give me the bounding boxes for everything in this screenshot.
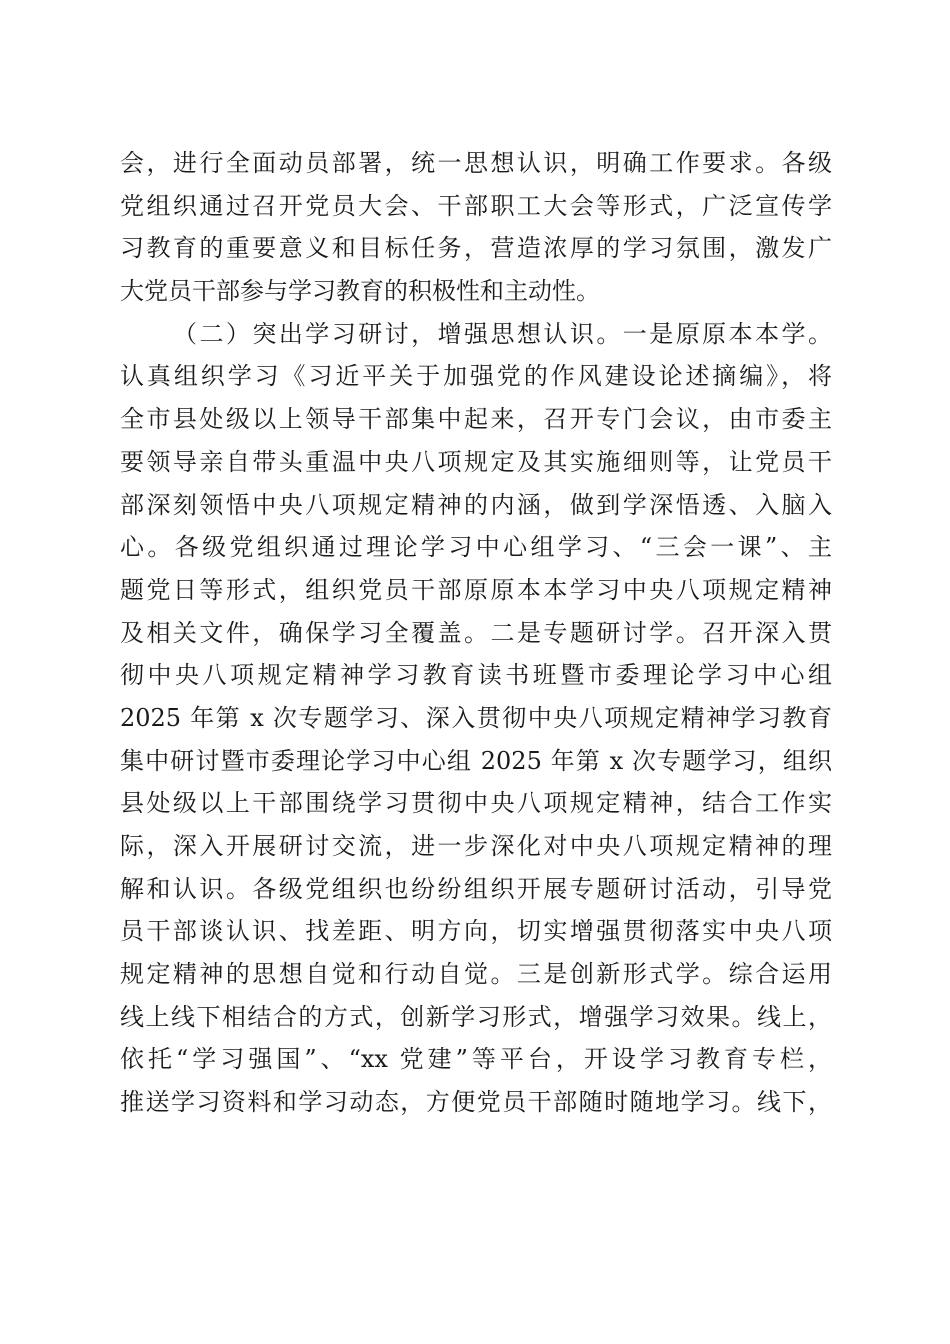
text-line: 彻中央八项规定精神学习教育读书班暨市委理论学习中心组: [120, 661, 832, 690]
text-line: 际，深入开展研讨交流，进一步深化对中央八项规定精神的理: [120, 832, 832, 860]
text-line: 员干部谈认识、找差距、明方向，切实增强贯彻落实中央八项: [120, 917, 832, 946]
text-line: 习教育的重要意义和目标任务，营造浓厚的学习氛围，激发广: [120, 234, 832, 263]
text-line: 大党员干部参与学习教育的积极性和主动性。: [120, 277, 600, 306]
text-line: 及相关文件，确保学习全覆盖。二是专题研讨学。召开深入贯: [120, 618, 832, 647]
text-line: 推送学习资料和学习动态，方便党员干部随时随地学习。线下，: [120, 1088, 832, 1117]
text-line: 解和认识。各级党组织也纷纷组织开展专题研讨活动，引导党: [120, 874, 832, 903]
text-line: 全市县处级以上领导干部集中起来，召开专门会议，由市委主: [120, 405, 832, 434]
text-line: 认真组织学习《习近平关于加强党的作风建设论述摘编》，将: [120, 362, 832, 391]
text-line: 心。各级党组织通过理论学习中心组学习、“三会一课”、主: [120, 533, 832, 562]
text-line: 依托“学习强国”、“xx 党建”等平台，开设学习教育专栏，: [120, 1045, 832, 1074]
text-line: 党组织通过召开党员大会、干部职工大会等形式，广泛宣传学: [120, 191, 832, 220]
text-line: 题党日等形式，组织党员干部原原本本学习中央八项规定精神: [120, 575, 832, 604]
text-line: 要领导亲自带头重温中央八项规定及其实施细则等，让党员干: [120, 447, 832, 476]
text-line: 规定精神的思想自觉和行动自觉。三是创新形式学。综合运用: [120, 960, 832, 989]
text-line: 2025 年第 x 次专题学习、深入贯彻中央八项规定精神学习教育: [120, 703, 832, 732]
text-line: 会，进行全面动员部署，统一思想认识，明确工作要求。各级: [120, 149, 832, 177]
text-line: 部深刻领悟中央八项规定精神的内涵，做到学深悟透、入脑入: [120, 490, 832, 519]
text-line: 县处级以上干部围绕学习贯彻中央八项规定精神，结合工作实: [120, 789, 832, 818]
text-line: 集中研讨暨市委理论学习中心组 2025 年第 x 次专题学习，组织: [120, 746, 832, 775]
section-heading-line: （二）突出学习研讨，增强思想认识。一是原原本本学。: [173, 319, 832, 348]
text-line: 线上线下相结合的方式，创新学习形式，增强学习效果。线上，: [120, 1002, 832, 1031]
body-text: [120, 142, 832, 1124]
